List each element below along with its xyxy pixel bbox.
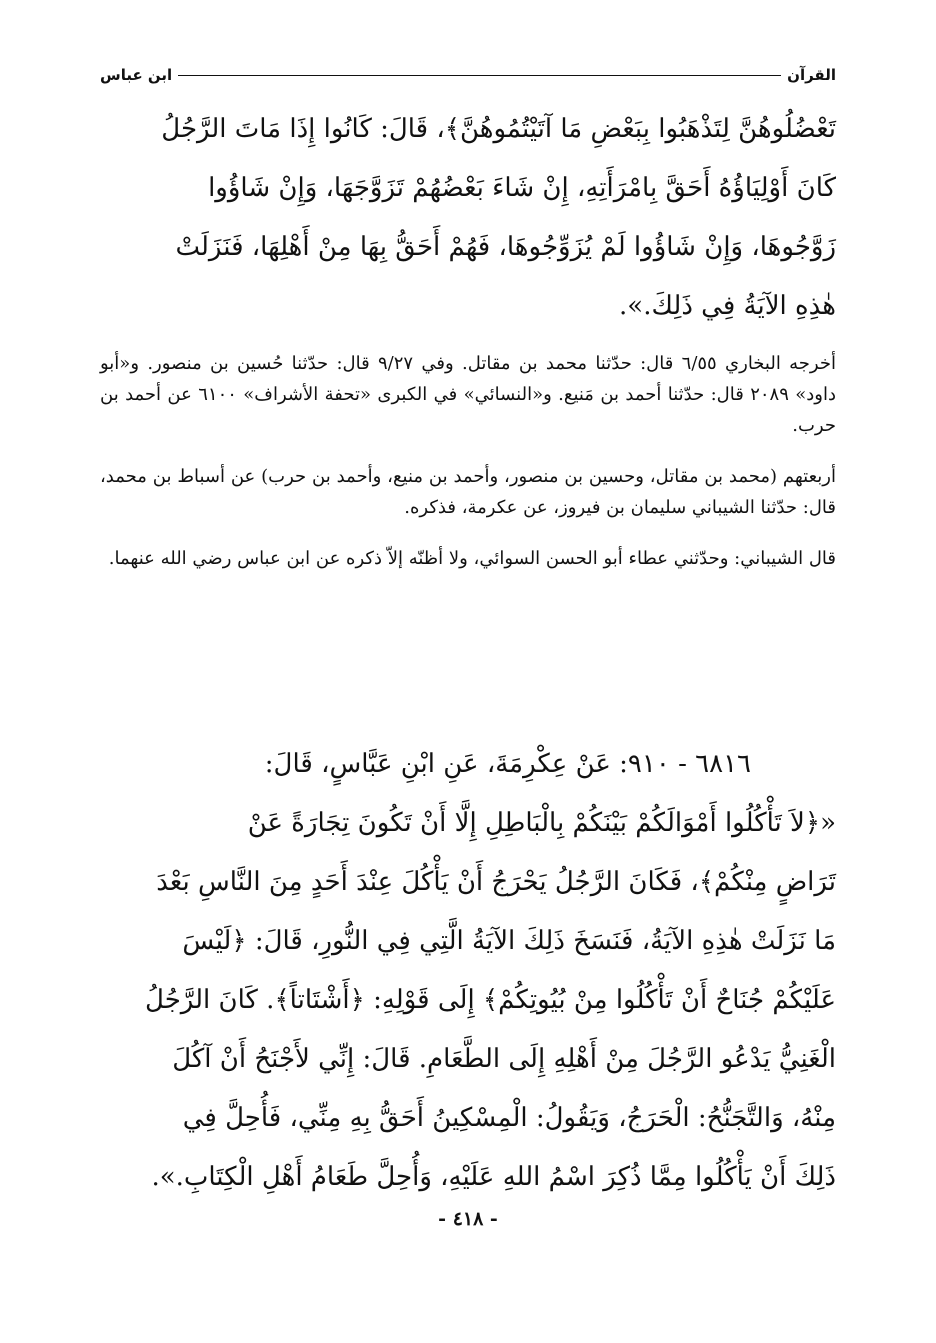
text-line: مِنْهُ، وَالتَّجَنُّحُ: الْحَرَجُ، وَيَقُولُ: الْمِسْكِينُ أَحَقُّ بِهِ مِنِّي، فَأُحِلَّ فِي [182,1103,836,1133]
takhrij-paragraph: أربعتهم (محمد بن مقاتل، وحسين بن منصور، وأحمد بن منيع، وأحمد بن حرب) عن أسباط بن محمد، قال: حدّثنا الشيباني سليمان بن فيروز، عن عكرمة، فذكره. [100,466,836,518]
text-line: عَلَيْكُمْ جُنَاحٌ أَنْ تَأْكُلُوا مِنْ بُيُوتِكُمْ﴾ إِلَى قَوْلِهِ: ﴿أَشْتَاتاً﴾. كَانَ الرَّجُلُ [145,985,836,1015]
hadith-continuation [100,100,836,336]
takhrij-paragraph: أخرجه البخاري ٦/٥٥ قال: حدّثنا محمد بن مقاتل. وفي ٩/٢٧ قال: حدّثنا حُسين بن منصور. و«أبو داود» ٢٠٨٩ قال: حدّثنا أحمد بن مَنيع. و«النسائي» في الكبرى «تحفة الأشراف» ٦١٠٠ عن أحمد بن حرب. [100,353,836,436]
hadith-heading: ٦٨١٦ - ٩١٠: عَنْ عِكْرِمَةَ، عَنِ ابْنِ عَبَّاسٍ، قَالَ: [264,749,751,779]
text-line: ذَلِكَ أَنْ يَأْكُلُوا مِمَّا ذُكِرَ اسْمُ اللهِ عَلَيْهِ، وَأُحِلَّ طَعَامُ أَهْلِ الْكِتَابِ.». [151,1162,836,1192]
header-book-title: القرآن [787,66,836,84]
text-line: الْغَنِيُّ يَدْعُو الرَّجُلَ مِنْ أَهْلِهِ إِلَى الطَّعَامِ. قَالَ: إِنِّي لأَجْنَحُ أَنْ آكُلَ [172,1044,836,1074]
text-line: «﴿لاَ تَأْكُلُوا أَمْوَالَكُمْ بَيْنَكُمْ بِالْبَاطِلِ إِلَّا أَنْ تَكُونَ تِجَارَةً عَنْ [247,808,836,838]
text-line: زَوَّجُوهَا، وَإِنْ شَاؤُوا لَمْ يُزَوِّجُوهَا، فَهُمْ أَحَقُّ بِهَا مِنْ أَهْلِهَا، فَنَزَلَتْ [175,232,836,262]
text-line: كَانَ أَوْلِيَاؤُهُ أَحَقَّ بِامْرَأَتِهِ، إِنْ شَاءَ بَعْضُهُمْ تَزَوَّجَهَا، وَإِنْ شَاؤُوا [208,173,836,203]
takhrij-block [100,348,836,574]
takhrij-paragraph: قال الشيباني: وحدّثني عطاء أبو الحسن السوائي، ولا أظنّه إلاّ ذكره عن ابن عباس رضي الله عنهما. [108,548,836,569]
text-line: مَا نَزَلَتْ هٰذِهِ الآيَةُ، فَنَسَخَ ذَلِكَ الآيَةُ الَّتِي فِي النُّورِ، قَالَ: ﴿لَيْسَ [182,926,836,956]
text-line: هٰذِهِ الآيَةُ فِي ذَلِكَ.». [619,291,836,321]
page-number: - ٤١٨ - [438,1208,498,1230]
running-header [100,60,836,90]
hadith-text [100,735,836,1207]
text-line: تَرَاضٍ مِنْكُمْ﴾، فَكَانَ الرَّجُلُ يَحْرَجُ أَنْ يَأْكُلَ عِنْدَ أَحَدٍ مِنَ النَّاسِ بَعْدَ [156,867,836,897]
header-section-title: ابن عباس [100,66,173,84]
text-line: تَعْضُلُوهُنَّ لِتَذْهَبُوا بِبَعْضِ مَا آتَيْتُمُوهُنَّ﴾، قَالَ: كَانُوا إِذَا مَاتَ الرَّجُلُ [161,114,836,144]
header-rule [178,75,781,76]
